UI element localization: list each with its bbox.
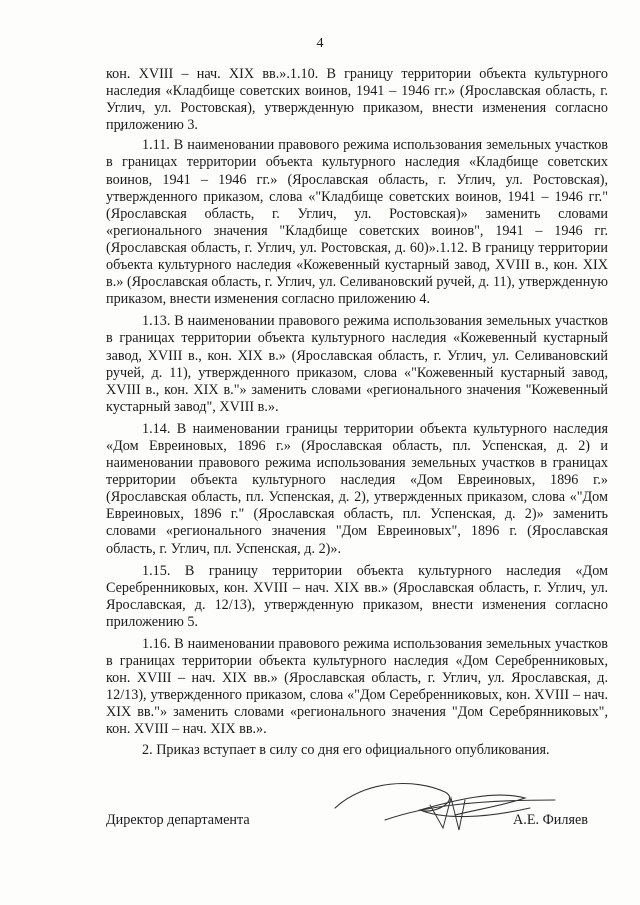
- paragraph-2: 2. Приказ вступает в силу со дня его официального опубликования.: [142, 741, 550, 758]
- paragraph-1-15: 1.15. В границу территории объекта культурного наследия «Дом Серебренниковых, кон. XVIII – нач. XIX вв.» (Ярославская область, г. Углич, ул. Ярославская, д. 12/13), утвержденную приказом, внести изменения согласно приложению 5.: [106, 562, 608, 630]
- paragraph-1-10: кон. XVIII – нач. XIX вв.».1.10. В границу территории объекта культурного наследия «Кладбище советских воинов, 1941 – 1946 гг.» (Ярославская область, г. Углич, ул. Ростовская), утвержденную приказом, внести изменения согласно приложению 3.: [106, 66, 608, 134]
- paragraph-1-16: 1.16. В наименовании правового режима использования земельных участков в границах территории объекта культурного наследия «Дом Серебренниковых, кон. XVIII – нач. XIX вв.» (Ярославская область, г. Углич, ул. Ярославская, д. 12/13), утвержденного приказом, слова «"Дом Серебренниковых, кон. XVIII – нач. XIX вв."» заменить словами «регионального значения "Дом Серебрянниковых", кон. XVIII – нач. XIX вв.».: [106, 636, 608, 738]
- document-body: [106, 66, 608, 762]
- page-number: 4: [316, 36, 324, 51]
- paragraph-1-13: 1.13. В наименовании правового режима использования земельных участков в границах территории объекта культурного наследия «Кожевенный кустарный завод, XVIII в., кон. XIX в.» (Ярославская область, г. Углич, ул. Селивановский ручей, д. 11), утвержденного приказом, слова «"Кожевенный кустарный завод, XVIII в., кон. XIX в."» заменить словами «регионального значения "Кожевенный кустарный завод", XVIII в.».: [106, 313, 608, 415]
- handwritten-signature: [325, 770, 565, 840]
- signatory-title: Директор департамента: [106, 812, 250, 828]
- signatory-name: А.Е. Филяев: [513, 812, 588, 828]
- paragraph-1-14: 1.14. В наименовании границы территории объекта культурного наследия «Дом Евреиновых, 1896 г.» (Ярославская область, пл. Успенская, д. 2) и наименовании правового режима использования земельных участков в границах территории объекта культурного наследия «Дом Евреиновых, 1896 г.» (Ярославская область, пл. Успенская, д. 2), утвержденных приказом, слова «"Дом Евреиновых, 1896 г." (Ярославская область, пл. Успенская, д. 2)» заменить словами «регионального значения "Дом Евреиновых", 1896 г. (Ярославская область, г. Углич, пл. Успенская, д. 2)».: [106, 420, 608, 557]
- paragraph-1-11: 1.11. В наименовании правового режима использования земельных участков в границах территории объекта культурного наследия «Кладбище советских воинов, 1941 – 1946 гг.» (Ярославская область, г. Углич, ул. Ростовская), утвержденного приказом, слова «"Кладбище советских воинов, 1941 – 1946 гг." (Ярославская область, г. Углич, ул. Ростовская)» заменить словами «регионального значения "Кладбище советских воинов", 1941 – 1946 гг. (Ярославская область, г. Углич, ул. Ростовская, д. 60)».1.12. В границу территории объекта культурного наследия «Кожевенный кустарный завод, XVIII в., кон. XIX в.» (Ярославская область, г. Углич, ул. Селивановский ручей, д. 11), утвержденную приказом, внести изменения согласно приложению 4.: [106, 137, 608, 308]
